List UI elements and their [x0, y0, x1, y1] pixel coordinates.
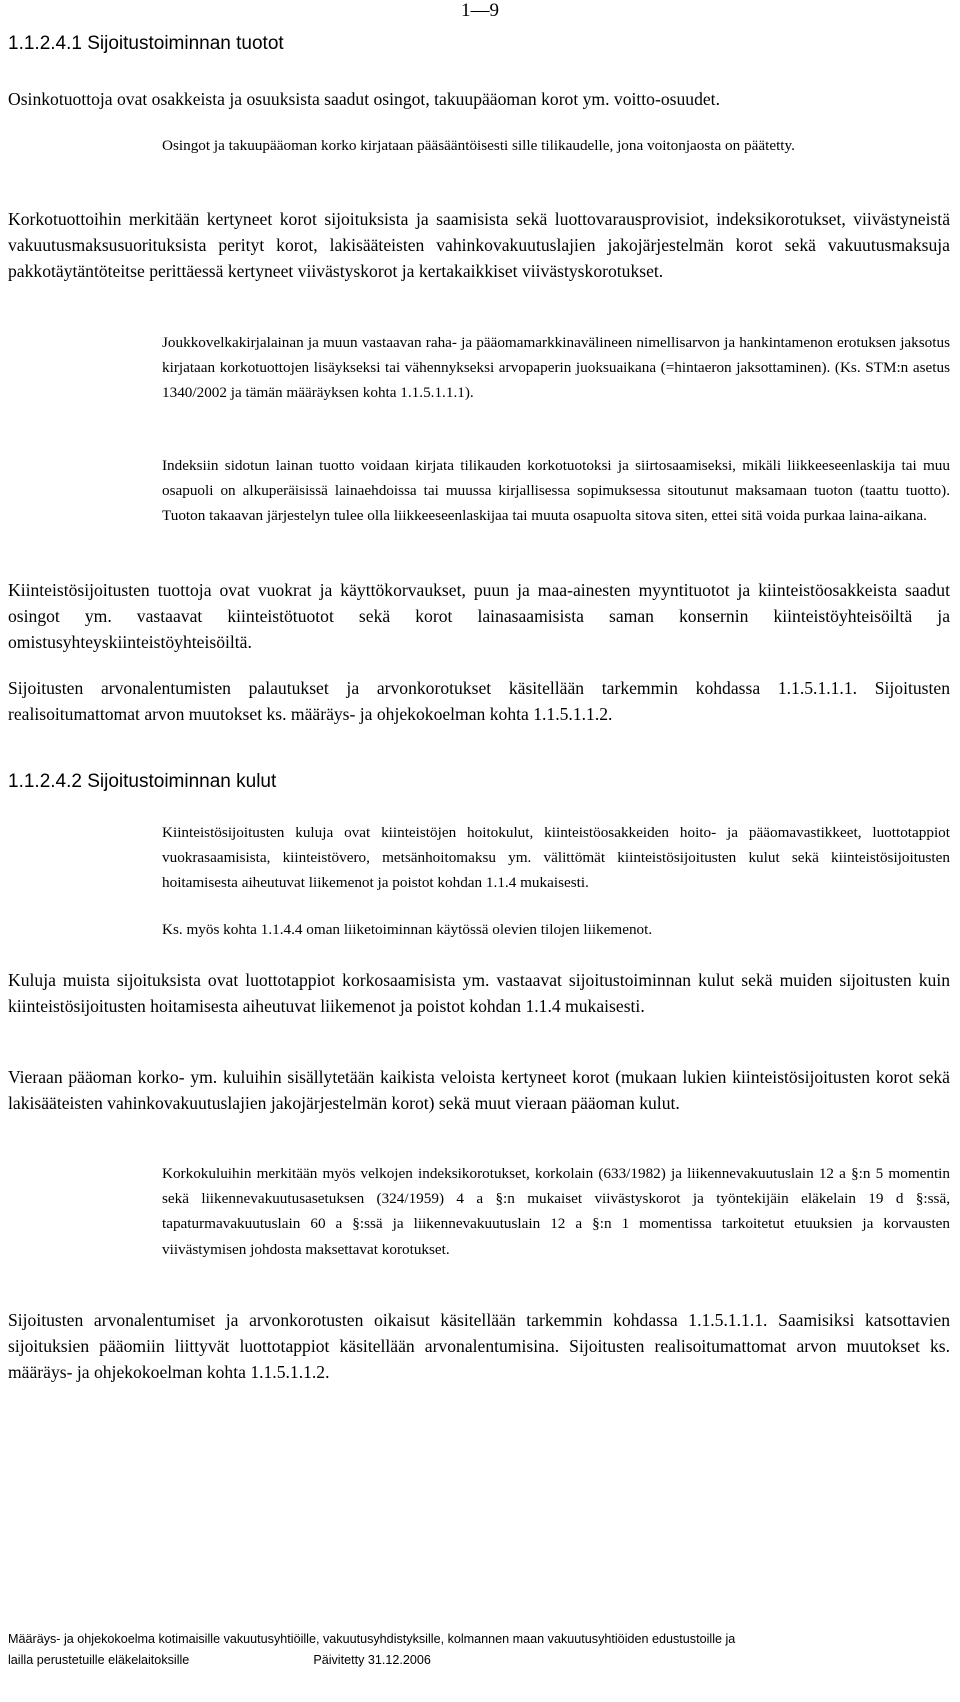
paragraph-kiinteistotuotot: Kiinteistösijoitusten tuottoja ovat vuokrat ja käyttökorvaukset, puun ja maa-ainesten myyntituotot ja kiinteistöosakkeista saadut osingot ym. vastaavat kiinteistötuotot sekä korot lainasaamisista saman konsernin kiinteistöyhteisöiltä ja omistusyhteyskiinteistöyhteisöiltä. — [8, 580, 950, 652]
footer-line-2 — [8, 1650, 953, 1671]
footer-line-2-text: lailla perustetuille eläkelaitoksille — [8, 1653, 190, 1667]
paragraph-korkokulut: Korkokuluihin merkitään myös velkojen indeksikorotukset, korkolain (633/1982) ja liikennevakuutuslain 12 a §:n 5 momentin sekä liikennevakuutusasetuksen (324/1959) 4 a §:n mukaiset viivästyskorot ja työntekijäin eläkelain 19 d §:ssä, tapaturmavakuutuslain 60 a §:ssä ja liikennevakuutuslain 12 a §:n 1 momentissa tarkoitetut etuuksien ja korvausten viivästymisen johdosta maksettavat korotukset. — [162, 1165, 950, 1258]
paragraph-kiinteistokulut: Kiinteistösijoitusten kuluja ovat kiinteistöjen hoitokulut, kiinteistöosakkeiden hoito- ja pääomavastikkeet, luottotappiot vuokrasaamisista, kiinteistövero, metsänhoitomaksu ym. välittömät kiinteistösijoitusten kulut sekä kiinteistösijoitusten hoitamisesta aiheutuvat liikemenot ja poistot kohdan 1.1.4 mukaisesti. — [162, 824, 950, 892]
section-heading-tuotot: 1.1.2.4.1 Sijoitustoiminnan tuotot — [8, 33, 284, 54]
footer — [8, 1629, 953, 1671]
paragraph-joukkovelkakirjalaina: Joukkovelkakirjalainan ja muun vastaavan raha- ja pääomamarkkinavälineen nimellisarvon ja hankintamenon erotuksen jaksotus kirjataan korkotuottojen lisäykseksi tai vähennykseksi arvopaperin juoksuaikana (=hintaeron jaksottaminen). (Ks. STM:n asetus 1340/2002 ja tämän määräyksen kohta 1.1.5.1.1.1). — [162, 334, 950, 402]
footer-updated-date: Päivitetty 31.12.2006 — [313, 1653, 431, 1667]
paragraph-osingot-kirjaus: Osingot ja takuupääoman korko kirjataan pääsääntöisesti sille tilikaudelle, jona voitonjaosta on päätetty. — [162, 137, 795, 154]
paragraph-arvonalentumiset-palautukset: Sijoitusten arvonalentumisten palautukset ja arvonkorotukset käsitellään tarkemmin kohdassa 1.1.5.1.1.1. Sijoitusten realisoitumattomat arvon muutokset ks. määräys- ja ohjekokoelman kohta 1.1.5.1.1.2. — [8, 678, 950, 724]
page-number: 1—9 — [461, 0, 499, 21]
paragraph-osinkotuotot: Osinkotuottoja ovat osakkeista ja osuuksista saadut osingot, takuupääoman korot ym. voitto-osuudet. — [8, 89, 720, 109]
footer-line-1: Määräys- ja ohjekokoelma kotimaisille vakuutusyhtiöille, vakuutusyhdistyksille, kolmannen maan vakuutusyhtiöiden edustustoille ja — [8, 1632, 736, 1646]
paragraph-vieraan-paaoman-korot: Vieraan pääoman korko- ym. kuluihin sisällytetään kaikista veloista kertyneet korot (mukaan lukien kiinteistösijoitusten korot sekä lakisääteisten vahinkovakuutuslajien jakojärjestelmän korot) sekä muut vieraan pääoman kulut. — [8, 1067, 950, 1113]
paragraph-arvonalentumiset-oikaisut: Sijoitusten arvonalentumiset ja arvonkorotusten oikaisut käsitellään tarkemmin kohdassa 1.1.5.1.1.1. Saamisiksi katsottavien sijoituksien pääomiin liittyvät luottotappiot käsitellään arvonalentumisina. Sijoitusten realisoitumattomat arvon muutokset ks. määräys- ja ohjekokoelman kohta 1.1.5.1.1.2. — [8, 1310, 950, 1382]
paragraph-indeksilaina: Indeksiin sidotun lainan tuotto voidaan kirjata tilikauden korkotuotoksi ja siirtosaamiseksi, mikäli liikkeeseenlaskija tai muu osapuoli on alkuperäisissä lainaehdoissa tai muussa kirjallisessa sopimuksessa sitoutunut maksamaan tuoton (taattu tuotto). Tuoton takaavan järjestelyn tulee olla liikkeeseenlaskijaa tai muuta osapuolta sitova siten, ettei sitä voida purkaa laina-aikana. — [162, 457, 950, 525]
paragraph-muut-sijoituskulut: Kuluja muista sijoituksista ovat luottotappiot korkosaamisista ym. vastaavat sijoitustoiminnan kulut sekä muiden sijoitusten kuin kiinteistösijoitusten hoitamisesta aiheutuvat liikemenot ja poistot kohdan 1.1.4 mukaisesti. — [8, 970, 950, 1016]
section-heading-kulut: 1.1.2.4.2 Sijoitustoiminnan kulut — [8, 771, 277, 792]
paragraph-korkotuotot: Korkotuottoihin merkitään kertyneet korot sijoituksista ja saamisista sekä luottovarausprovisiot, indeksikorotukset, viivästyneistä vakuutusmaksusuorituksista perityt korot, lakisääteisten vahinkovakuutuslajien jakojärjestelmän korot sekä vakuutusmaksuja pakkotäytäntöteitse perittäessä kertyneet viivästyskorot ja kertakaikkiset viivästyskorotukset. — [8, 209, 950, 281]
paragraph-liikemenot-viittaus: Ks. myös kohta 1.1.4.4 oman liiketoiminnan käytössä olevien tilojen liikemenot. — [162, 921, 653, 938]
